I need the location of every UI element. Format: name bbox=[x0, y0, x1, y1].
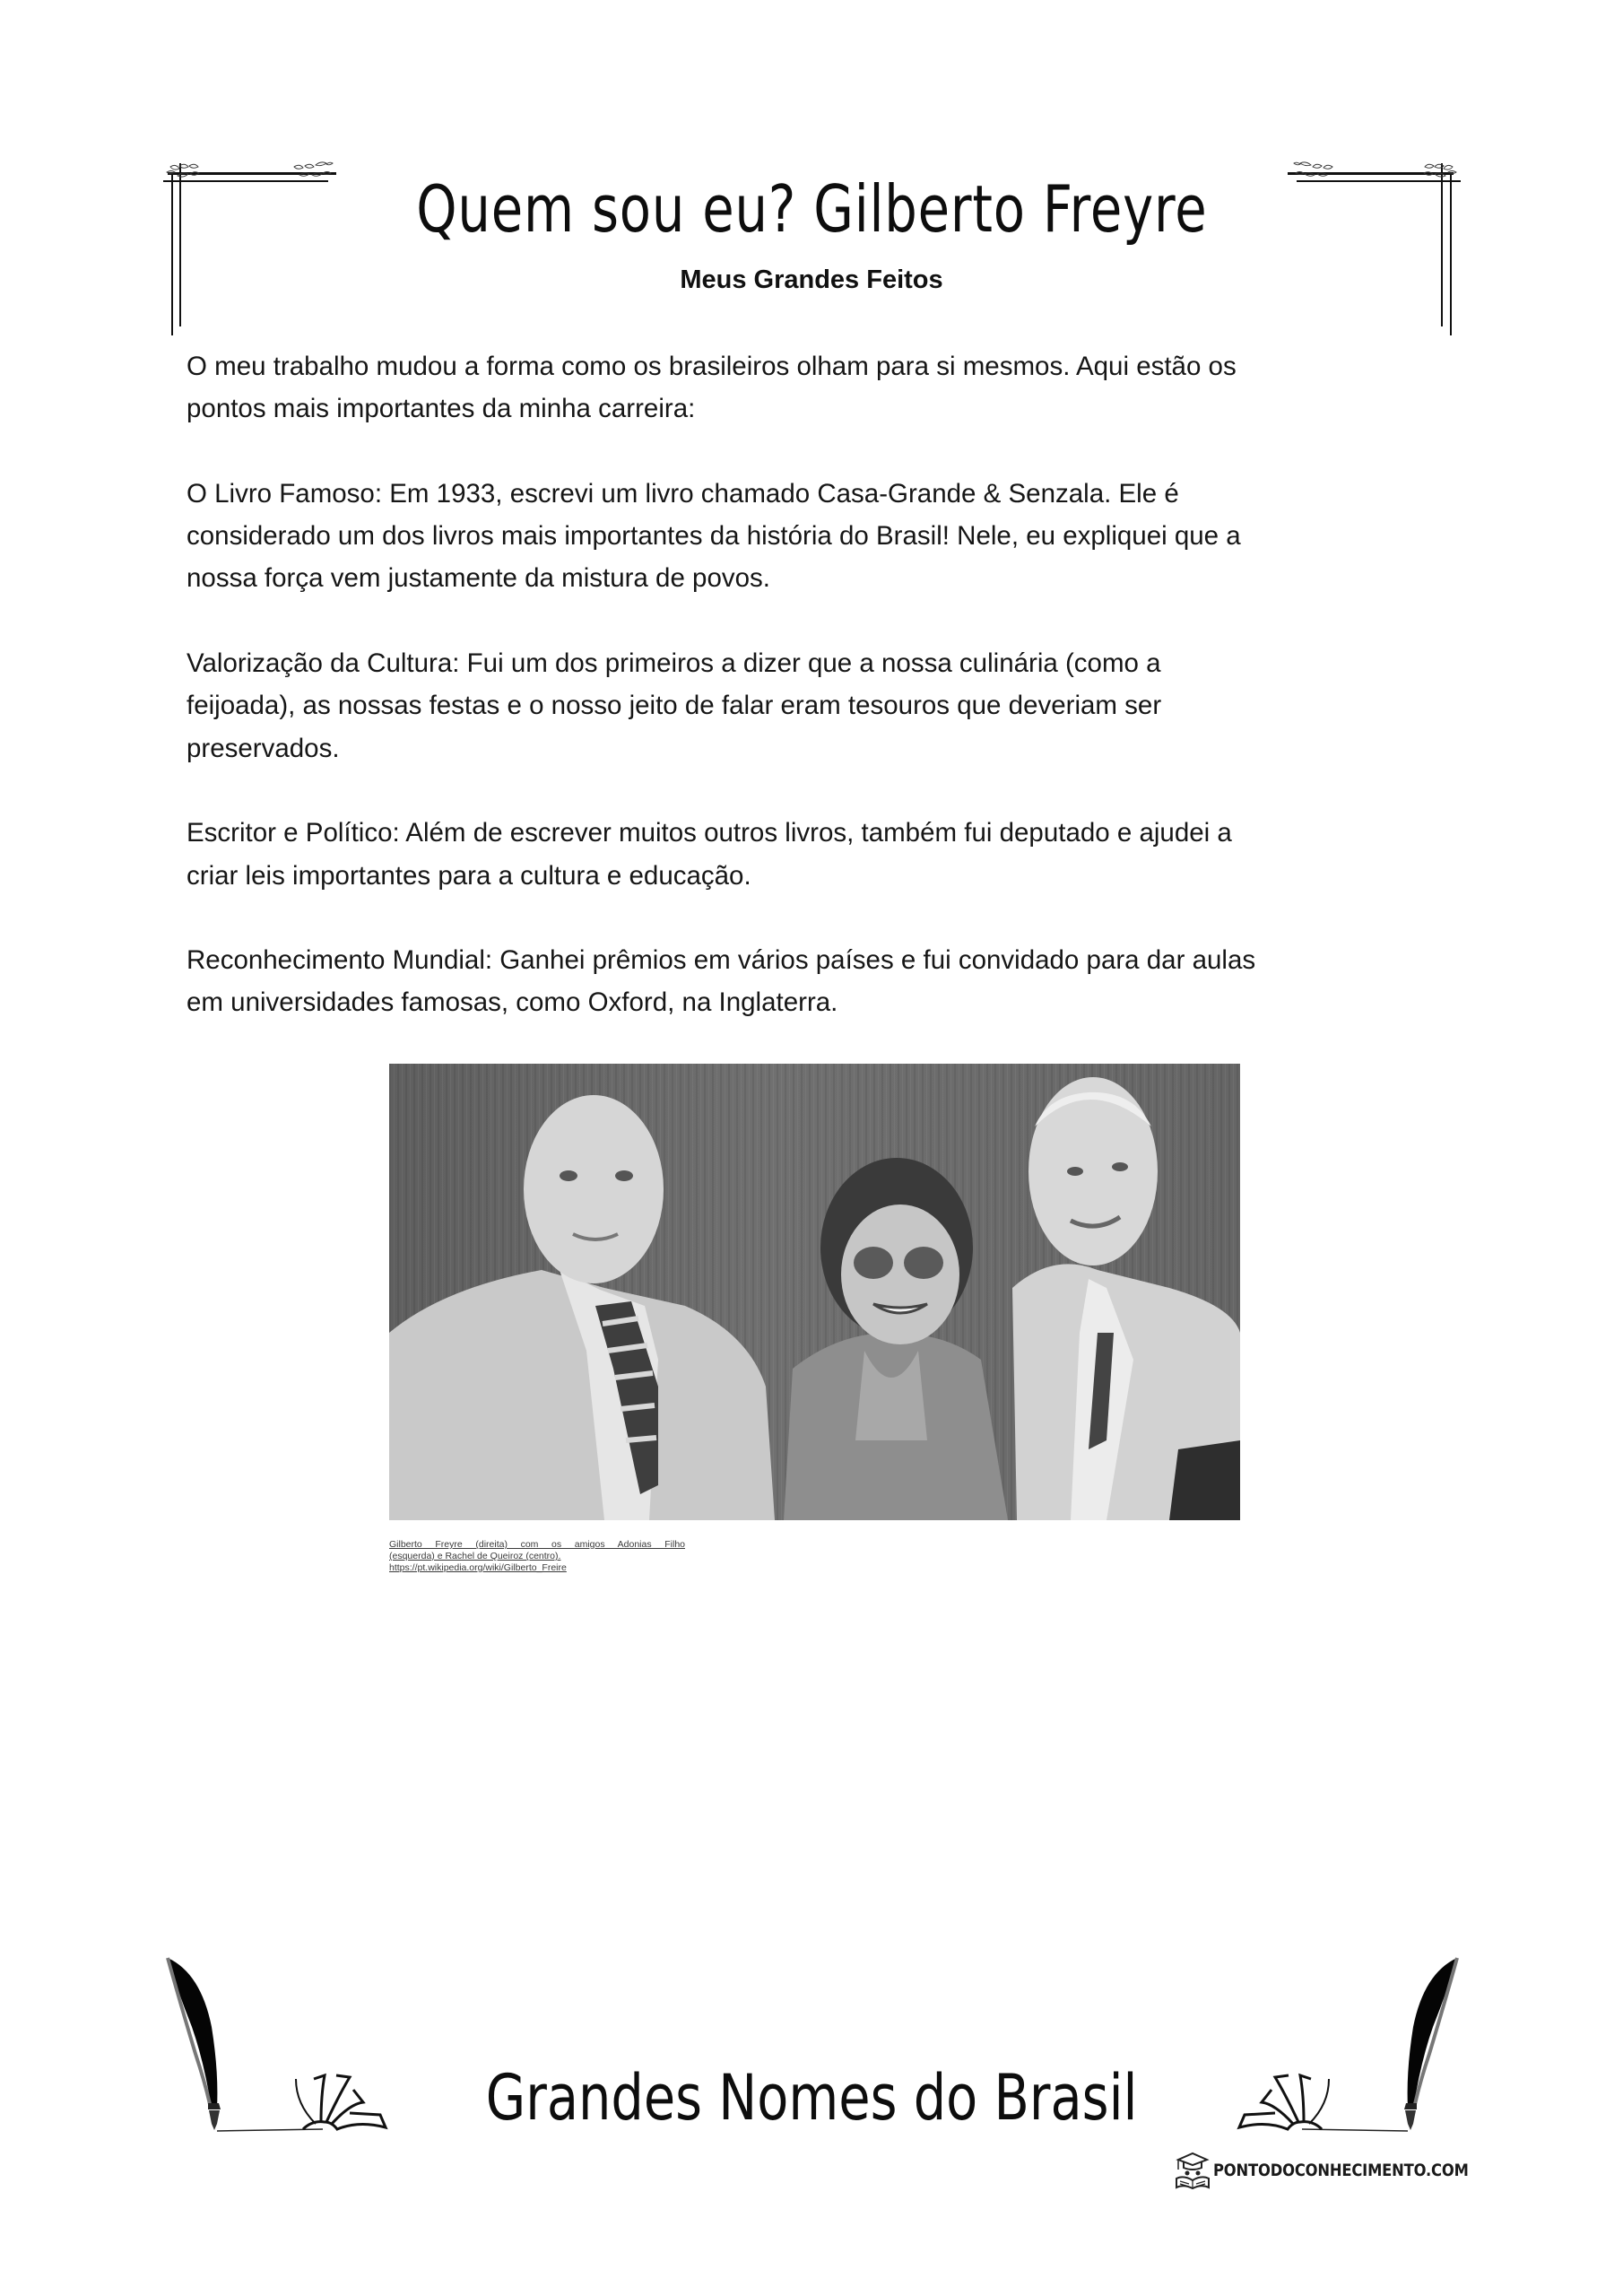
paragraph-line: considerado um dos livros mais importantes da história do Brasil! Nele, eu expliquei que a bbox=[187, 521, 1241, 552]
footer-title-text: Grandes Nomes do Brasil bbox=[485, 2061, 1138, 2135]
page-title bbox=[0, 169, 1623, 249]
paragraph-line: criar leis importantes para a cultura e educação. bbox=[187, 860, 751, 891]
caption-line: (esquerda) e Rachel de Queiroz (centro). bbox=[389, 1551, 561, 1561]
paragraph-line: feijoada), as nossas festas e o nosso jeito de falar eram tesouros que deveriam ser bbox=[187, 691, 1162, 721]
paragraph-writer-politician bbox=[187, 812, 1460, 897]
graduate-book-icon bbox=[1175, 2152, 1211, 2189]
page-title-text: Quem sou eu? Gilberto Freyre bbox=[415, 171, 1208, 247]
paragraph-line: pontos mais importantes da minha carreira: bbox=[187, 394, 696, 424]
caption-source-link[interactable]: https://pt.wikipedia.org/wiki/Gilberto_Freire bbox=[389, 1562, 567, 1573]
paragraph-intro bbox=[187, 345, 1460, 430]
paragraph-line: preservados. bbox=[187, 733, 340, 763]
caption-line: Gilberto Freyre (direita) com os amigos Adonias Filho bbox=[389, 1539, 685, 1550]
site-logo[interactable] bbox=[1175, 2151, 1510, 2190]
paragraph-line: O meu trabalho mudou a forma como os brasileiros olham para si mesmos. Aqui estão os bbox=[187, 352, 1237, 381]
body-text bbox=[187, 345, 1460, 1066]
paragraph-line: O Livro Famoso: Em 1933, escrevi um livro chamado Casa-Grande & Senzala. Ele é bbox=[187, 478, 1179, 509]
photo-illustration bbox=[389, 1064, 1240, 1520]
paragraph-line: em universidades famosas, como Oxford, na Inglaterra. bbox=[187, 987, 838, 1018]
paragraph-culture bbox=[187, 642, 1460, 770]
paragraph-line: Valorização da Cultura: Fui um dos primeiros a dizer que a nossa culinária (como a bbox=[187, 648, 1161, 679]
paragraph-line: nossa força vem justamente da mistura de povos. bbox=[187, 563, 770, 594]
logo-text: PONTODOCONHECIMENTO.COM bbox=[1213, 2161, 1469, 2180]
footer-title bbox=[0, 2057, 1623, 2138]
paragraph-line: Escritor e Político: Além de escrever muitos outros livros, também fui deputado e ajudei a bbox=[187, 818, 1232, 848]
photo-caption bbox=[389, 1539, 685, 1574]
photo-gilberto-freyre-with-friends bbox=[389, 1064, 1240, 1520]
paragraph-line: Reconhecimento Mundial: Ganhei prêmios em vários países e fui convidado para dar aulas bbox=[187, 945, 1256, 976]
paragraph-famous-book bbox=[187, 473, 1460, 600]
paragraph-recognition bbox=[187, 939, 1460, 1024]
page-subtitle: Meus Grandes Feitos bbox=[680, 265, 943, 294]
